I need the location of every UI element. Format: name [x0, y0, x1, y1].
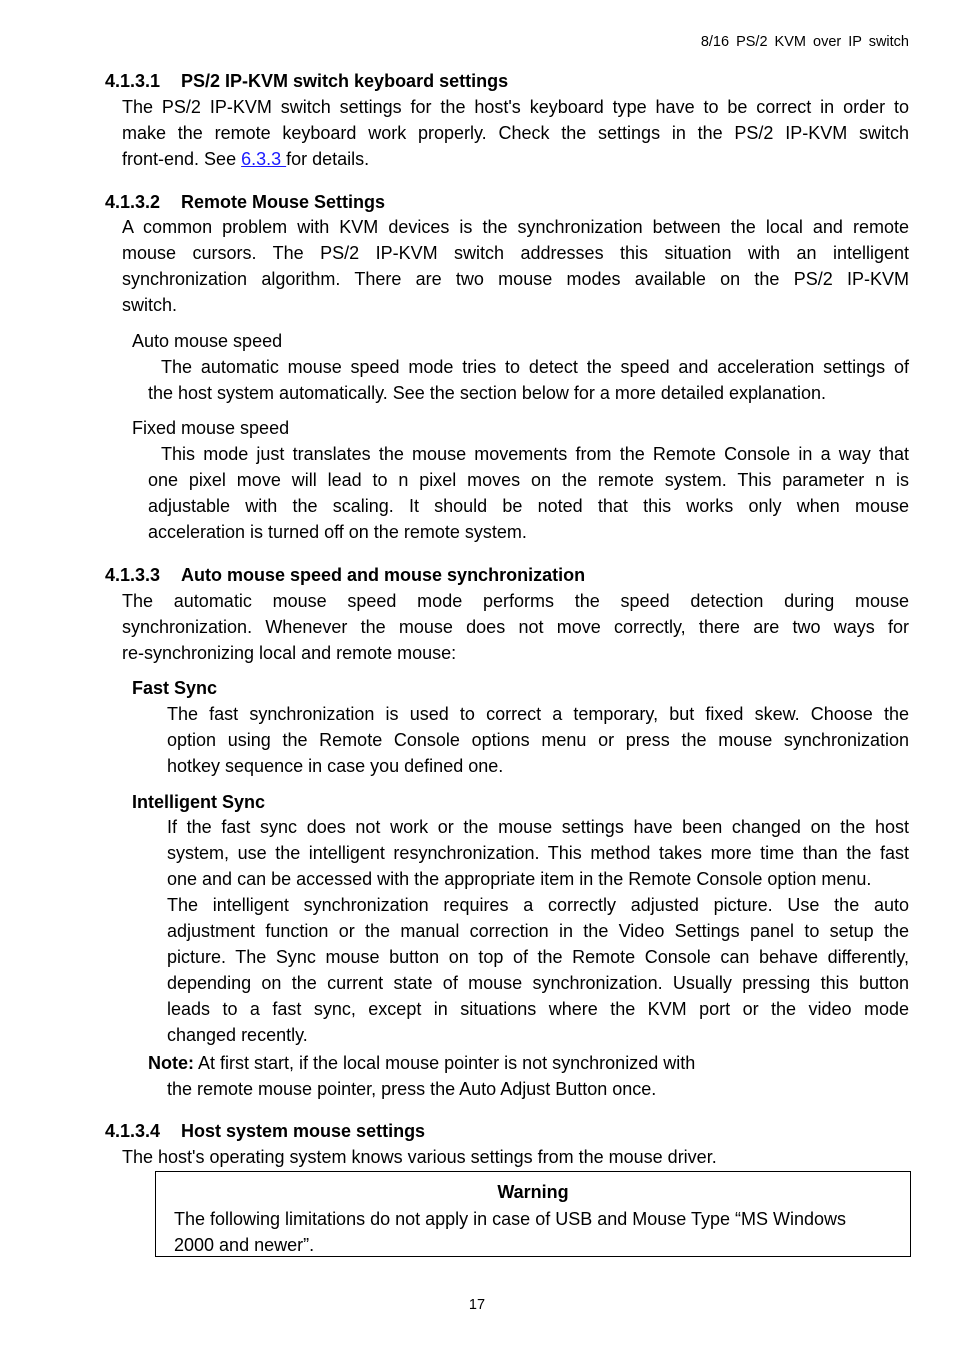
intelligent-sync-description	[167, 814, 909, 1048]
host-mouse-paragraph	[122, 1144, 909, 1170]
fast-sync-description	[167, 701, 909, 779]
note-label: Note:	[148, 1053, 194, 1073]
text-line	[122, 146, 909, 172]
text-line: The PS/2 IP-KVM switch settings for the host's keyboard type have to be correct in order to	[122, 97, 909, 117]
section-title: PS/2 IP-KVM switch keyboard settings	[181, 71, 509, 91]
text-fragment: for details.	[286, 149, 370, 169]
text-line: synchronization algorithm. There are two mouse modes available on the PS/2 IP-KVM	[122, 269, 909, 289]
section-heading-auto-mouse-sync	[105, 565, 585, 586]
text-line: adjustment function or the manual correction in the Video Settings panel to setup the	[167, 921, 909, 941]
text-line: The automatic mouse speed mode performs the speed detection during mouse	[122, 591, 909, 611]
section-link[interactable]: 6.3.3	[241, 149, 287, 169]
section-heading-host-mouse	[105, 1121, 425, 1142]
text-line: The automatic mouse speed mode tries to detect the speed and acceleration settings of	[161, 357, 909, 377]
section-heading-remote-mouse	[105, 192, 385, 213]
text-line: 2000 and newer”.	[174, 1235, 315, 1255]
section-title: Remote Mouse Settings	[181, 192, 386, 212]
text-line: adjustable with the scaling. It should be noted that this works only when mouse	[148, 496, 909, 516]
page-number: 17	[468, 1297, 486, 1313]
section-number: 4.1.3.3	[105, 565, 161, 585]
term-fixed-mouse-speed: Fixed mouse speed	[132, 418, 290, 438]
note-text: At first start, if the local mouse pointer is not synchronized with	[194, 1053, 696, 1073]
auto-mouse-sync-paragraph	[122, 588, 909, 666]
fixed-mouse-speed-description	[148, 441, 909, 545]
text-line: option using the Remote Console options menu or press the mouse synchronization	[167, 730, 909, 750]
text-line: picture. The Sync mouse button on top of the Remote Console can behave differently,	[167, 947, 909, 967]
text-line: This mode just translates the mouse movements from the Remote Console in a way that	[161, 444, 909, 464]
warning-title: Warning	[497, 1182, 569, 1202]
remote-mouse-paragraph	[122, 214, 909, 318]
warning-text	[174, 1206, 896, 1258]
text-line: The host's operating system knows various settings from the mouse driver.	[122, 1147, 717, 1167]
note	[148, 1050, 909, 1102]
text-line: the host system automatically. See the section below for a more detailed explanation.	[148, 383, 827, 403]
text-line: synchronization. Whenever the mouse does not move correctly, there are two ways for	[122, 617, 909, 637]
text-line: changed recently.	[167, 1025, 308, 1045]
text-line: depending on the current state of mouse synchronization. Usually pressing this button	[167, 973, 909, 993]
text-line: one pixel move will lead to n pixel moves on the remote system. This parameter n is	[148, 470, 909, 490]
text-line: hotkey sequence in case you defined one.	[167, 756, 504, 776]
term-auto-mouse-speed: Auto mouse speed	[132, 331, 283, 351]
page-header: 8/16 PS/2 KVM over IP switch	[700, 34, 909, 50]
text-line: system, use the intelligent resynchronization. This method takes more time than the fast	[167, 843, 909, 863]
section-title: Auto mouse speed and mouse synchronization	[181, 565, 586, 585]
text-line: If the fast sync does not work or the mouse settings have been changed on the host	[167, 817, 909, 837]
text-line: re-synchronizing local and remote mouse:	[122, 643, 457, 663]
text-line: one and can be accessed with the appropriate item in the Remote Console option menu.	[167, 869, 872, 889]
text-line: mouse cursors. The PS/2 IP-KVM switch addresses this situation with an intelligent	[122, 243, 909, 263]
text-line: A common problem with KVM devices is the synchronization between the local and remote	[122, 217, 909, 237]
section-number: 4.1.3.1	[105, 71, 161, 91]
text-line: make the remote keyboard work properly. Check the settings in the PS/2 IP-KVM switch	[122, 123, 909, 143]
section-number: 4.1.3.2	[105, 192, 161, 212]
auto-mouse-speed-description	[148, 354, 909, 406]
text-line: the remote mouse pointer, press the Auto Adjust Button once.	[167, 1079, 657, 1099]
term-intelligent-sync: Intelligent Sync	[132, 792, 266, 812]
term-fast-sync: Fast Sync	[132, 678, 218, 698]
warning-box	[155, 1171, 911, 1257]
section-heading-keyboard-settings	[105, 71, 508, 92]
text-line: The fast synchronization is used to correct a temporary, but fixed skew. Choose the	[167, 704, 909, 724]
text-line: The following limitations do not apply in case of USB and Mouse Type “MS Windows	[174, 1209, 846, 1229]
text-line: acceleration is turned off on the remote system.	[148, 522, 527, 542]
text-line: switch.	[122, 295, 178, 315]
text-line	[148, 1050, 909, 1076]
text-line: The intelligent synchronization requires a correctly adjusted picture. Use the auto	[167, 895, 909, 915]
section-title: Host system mouse settings	[181, 1121, 426, 1141]
text-fragment: front-end. See	[122, 149, 242, 169]
section-number: 4.1.3.4	[105, 1121, 161, 1141]
keyboard-settings-paragraph	[122, 94, 909, 172]
text-line: leads to a fast sync, except in situations where the KVM port or the video mode	[167, 999, 909, 1019]
